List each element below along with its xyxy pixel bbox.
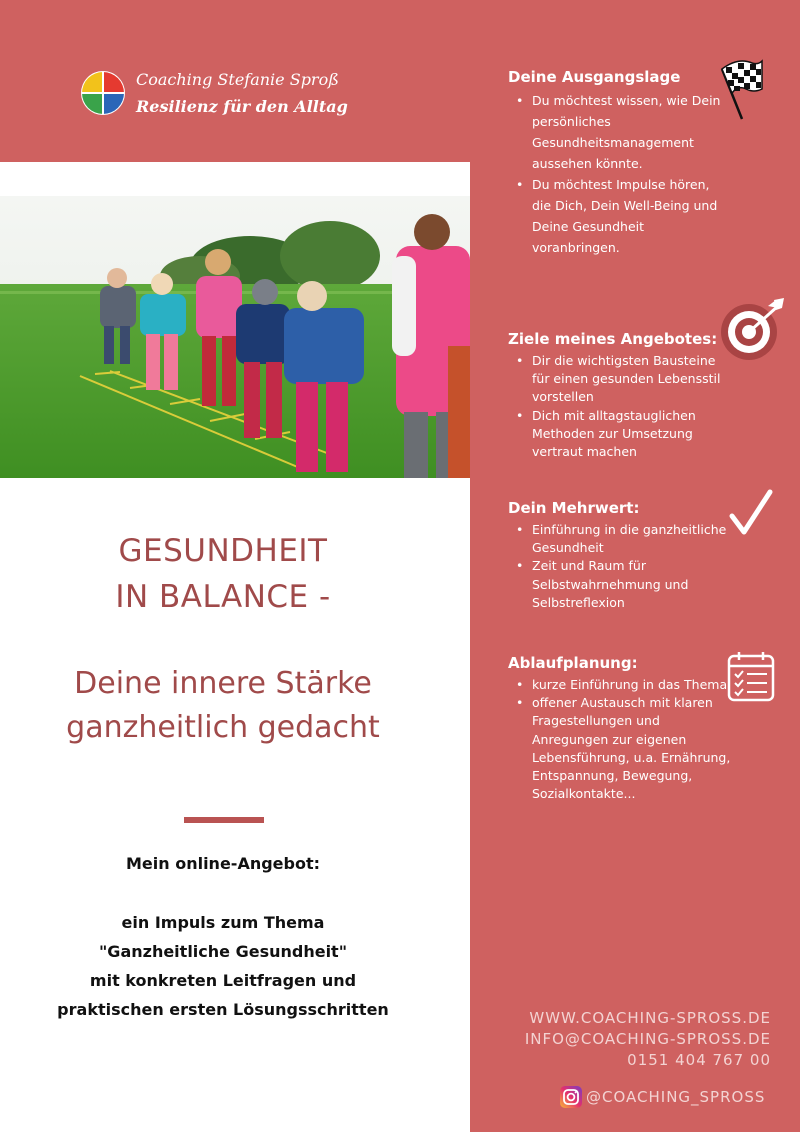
offer-line: ein Impuls zum Thema bbox=[121, 913, 325, 932]
list-item-line: für einen gesunden Lebensstil bbox=[532, 371, 721, 387]
offer-line: mit konkreten Leitfragen und bbox=[89, 971, 357, 990]
list-item-line: Zeit und Raum für bbox=[532, 558, 646, 574]
list-item-line: Selbstreflexion bbox=[532, 594, 625, 610]
section-title: Deine Ausgangslage bbox=[508, 68, 681, 86]
checkmark-icon bbox=[728, 488, 774, 538]
brand-logo-icon bbox=[80, 70, 126, 116]
subtitle bbox=[0, 662, 446, 750]
list-item-line: vorstellen bbox=[532, 389, 594, 405]
list-item-line: Methoden zur Umsetzung bbox=[532, 425, 693, 441]
list-item-line: Fragestellungen und bbox=[532, 713, 660, 729]
section-title: Dein Mehrwert: bbox=[508, 499, 640, 517]
email-link[interactable]: INFO@COACHING-SPROSS.DE bbox=[524, 1030, 771, 1048]
section-title: Ziele meines Angebotes: bbox=[508, 330, 718, 348]
list-item-line: Deine Gesundheit bbox=[532, 219, 645, 234]
offer-heading: Mein online-Angebot: bbox=[125, 854, 321, 873]
list-item bbox=[532, 174, 768, 258]
offer-line: "Ganzheitliche Gesundheit" bbox=[98, 942, 348, 961]
list-item-line: Lebensführung, u.a. Ernährung, bbox=[532, 749, 731, 765]
list-item bbox=[532, 557, 768, 612]
instagram-handle[interactable]: @COACHING_SPROSS bbox=[586, 1088, 766, 1106]
divider bbox=[184, 817, 264, 823]
list-item bbox=[532, 407, 768, 462]
list-item-line: kurze Einführung in das Thema bbox=[532, 677, 728, 692]
subtitle-line: ganzheitlich gedacht bbox=[66, 710, 380, 745]
list-item-line: Entspannung, Bewegung, bbox=[532, 768, 693, 784]
list-item-line: Anregungen zur eigenen bbox=[532, 731, 687, 747]
contact-block bbox=[480, 1008, 771, 1071]
section-title: Ablaufplanung: bbox=[508, 654, 638, 672]
children-playing-photo bbox=[0, 196, 470, 478]
list-item-line: Gesundheit bbox=[532, 540, 604, 556]
list-item-line: persönliches bbox=[532, 114, 611, 129]
list-item-line: vertraut machen bbox=[532, 444, 637, 460]
list-item-line: voranbringen. bbox=[532, 240, 620, 255]
list-item-line: Einführung in die ganzheitliche bbox=[532, 522, 727, 537]
list-item-line: die Dich, Dein Well-Being und bbox=[532, 198, 718, 213]
brand-tagline: Resilienz für den Alltag bbox=[136, 97, 348, 116]
list-item-line: Du möchtest wissen, wie Dein bbox=[532, 93, 721, 108]
checkered-flag-icon bbox=[718, 55, 764, 121]
offer-text bbox=[0, 908, 446, 1024]
website-link[interactable]: WWW.COACHING-SPROSS.DE bbox=[529, 1009, 771, 1027]
checklist-icon bbox=[727, 650, 775, 702]
main-title-line: GESUNDHEIT bbox=[118, 533, 328, 569]
subtitle-line: Deine innere Stärke bbox=[74, 666, 372, 701]
main-title bbox=[0, 528, 446, 620]
offer-line: praktischen ersten Lösungsschritten bbox=[57, 1000, 389, 1019]
list-item-line: offener Austausch mit klaren bbox=[532, 695, 713, 711]
list-item-line: Selbstwahrnehmung und bbox=[532, 576, 689, 592]
list-item-line: Du möchtest Impulse hören, bbox=[532, 177, 710, 192]
target-icon bbox=[718, 296, 788, 364]
list-item-line: Sozialkontakte... bbox=[532, 786, 636, 802]
list-item-line: aussehen könnte. bbox=[532, 156, 643, 171]
list-item-line: Dich mit alltagstauglichen bbox=[532, 407, 696, 423]
brand-name: Coaching Stefanie Sproß bbox=[136, 70, 339, 89]
phone-number: 0151 404 767 00 bbox=[627, 1051, 771, 1069]
main-title-line: IN BALANCE - bbox=[115, 579, 331, 615]
list-item bbox=[532, 694, 768, 803]
list-item-line: Dir die wichtigsten Bausteine bbox=[532, 353, 716, 368]
list-item-line: Gesundheitsmanagement bbox=[532, 135, 694, 150]
instagram-icon[interactable] bbox=[560, 1086, 582, 1108]
